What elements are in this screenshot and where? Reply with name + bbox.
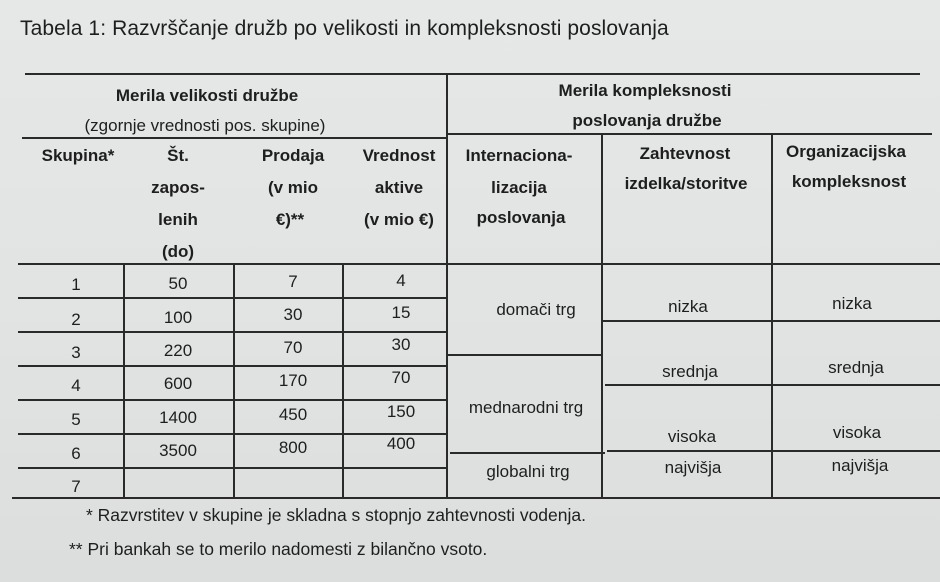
table-bottom-border (12, 497, 940, 499)
intl-divider-2 (450, 452, 605, 454)
header-complexity-line1: Merila kompleksnosti (558, 81, 732, 100)
footnote-2: ** Pri bankah se to merilo nadomesti z bilančno vsoto. (69, 539, 488, 559)
product-complexity-highest: najvišja (664, 458, 722, 477)
product-complexity-medium: srednja (662, 362, 718, 381)
col-divider-2 (233, 263, 235, 498)
product-complexity-low: nizka (668, 297, 708, 316)
org-complexity-high: visoka (832, 423, 882, 442)
header-complexity-line2: poslovanja družbe (572, 111, 722, 130)
col-divider-5 (601, 133, 603, 497)
intl-domestic: domači trg (496, 300, 576, 319)
intl-international: mednarodni trg (468, 398, 584, 417)
intl-divider-1 (448, 354, 603, 356)
header-size-criteria: Merila velikosti družbe (115, 86, 299, 105)
col-divider-size-complexity (446, 73, 448, 498)
org-complexity-highest: najvišja (831, 456, 889, 475)
intl-global: globalni trg (486, 462, 570, 481)
table-top-border (25, 73, 920, 75)
col-divider-3 (342, 263, 344, 498)
table-title: Tabela 1: Razvrščanje družb po velikosti in kompleksnosti poslovanja (20, 17, 669, 40)
col-divider-6 (771, 133, 773, 497)
complexity-divider-3 (607, 450, 940, 452)
divider-size-header (22, 137, 447, 139)
header-size-subtitle: (zgornje vrednosti pos. skupine) (84, 116, 326, 135)
divider-column-headers (18, 263, 940, 265)
org-complexity-medium: srednja (828, 358, 884, 377)
col-divider-1 (123, 263, 125, 498)
org-complexity-low: nizka (832, 294, 872, 313)
col-header-group: Skupina* (41, 146, 115, 165)
footnote-1: * Razvrstitev v skupine je skladna s stopnjo zahtevnosti vodenja. (86, 505, 586, 525)
product-complexity-high: visoka (667, 427, 717, 446)
divider-complexity-header (447, 133, 932, 135)
